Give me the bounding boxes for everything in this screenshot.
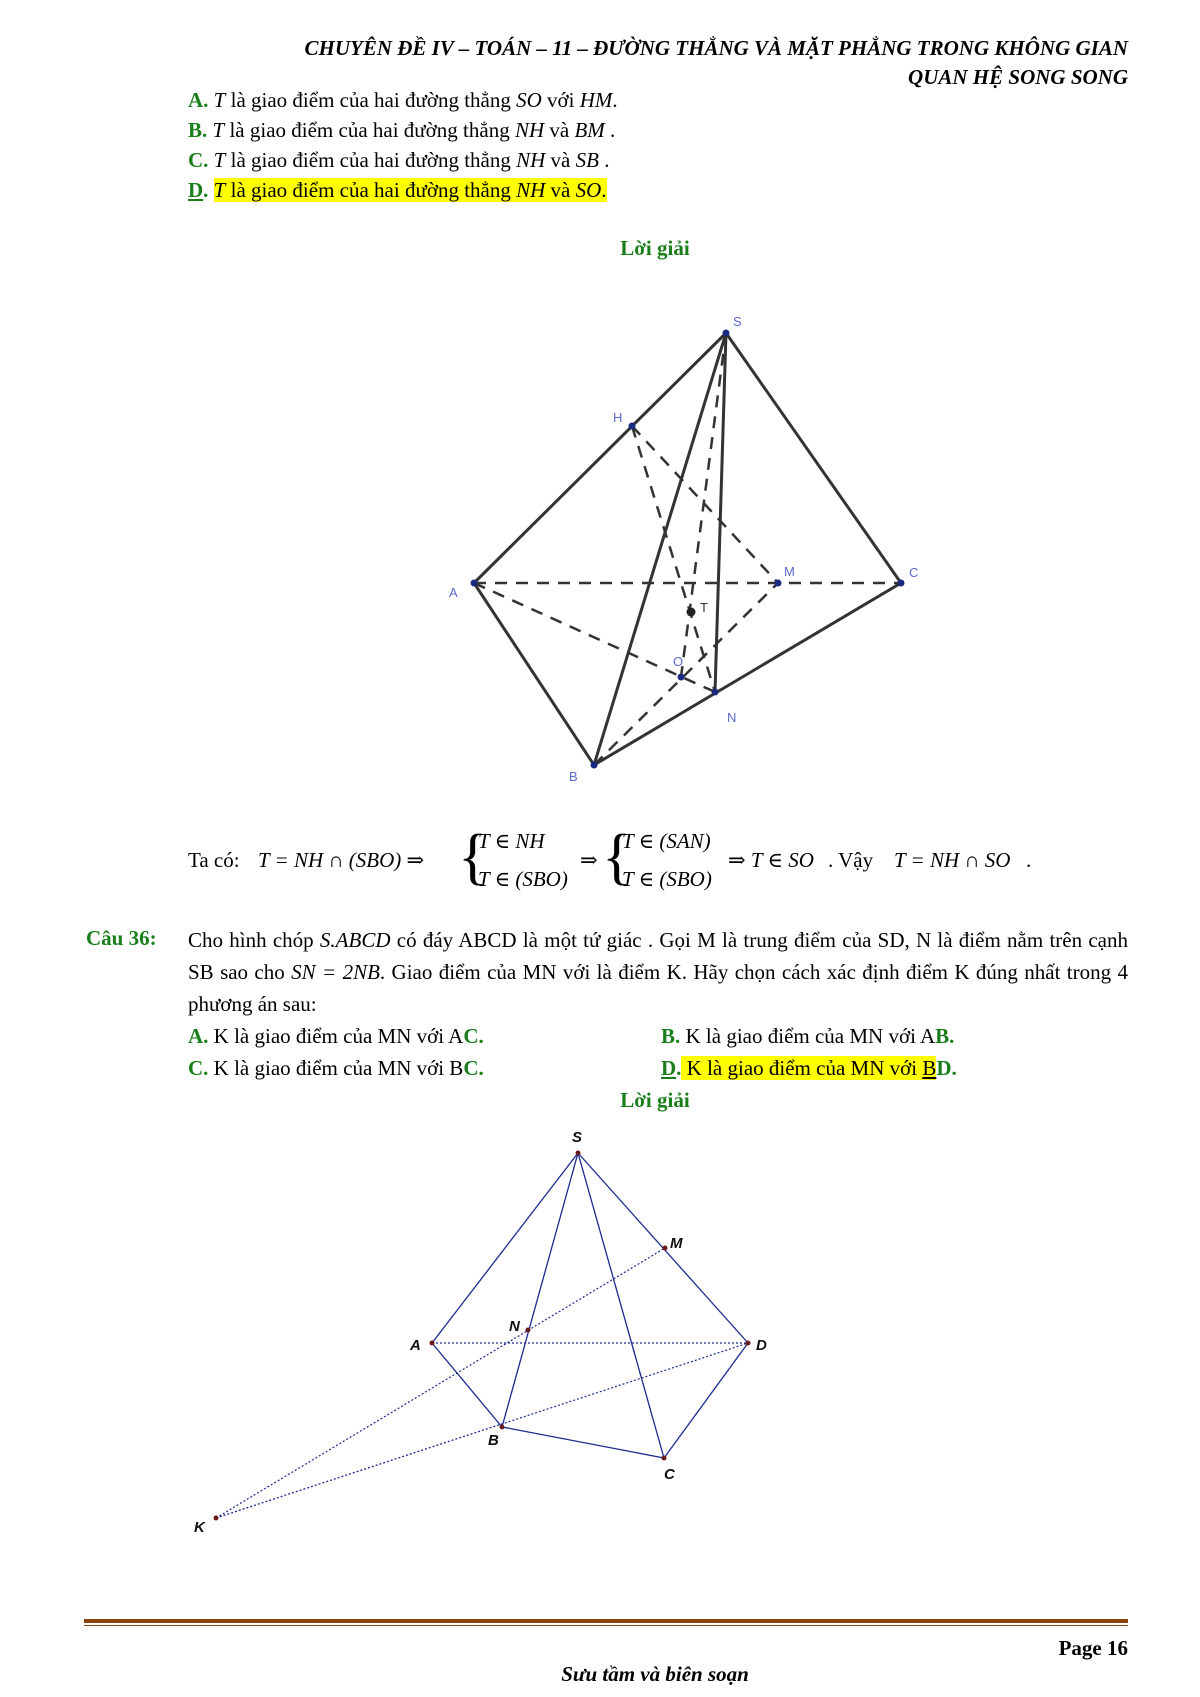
edge-SB — [502, 1153, 578, 1427]
edge-BC — [502, 1427, 664, 1458]
label-M: M — [784, 564, 795, 579]
q35-reasoning — [188, 823, 1088, 918]
option-letter: B. — [661, 1024, 681, 1048]
option-var: T — [213, 178, 226, 202]
label-S: S — [572, 1129, 583, 1146]
label-A: A — [410, 1337, 421, 1354]
point-B — [591, 762, 598, 769]
label-C: C — [909, 565, 919, 580]
point-B — [500, 1425, 505, 1430]
option-text: là giao điểm của hai đường thẳng — [225, 178, 517, 202]
option-letter: D — [661, 1056, 677, 1080]
point-N — [526, 1328, 531, 1333]
option-line2: BM — [574, 118, 605, 142]
option-line2: SO — [575, 178, 602, 202]
dashed-HM — [632, 426, 778, 583]
option-line1: NH — [514, 118, 545, 142]
header-subtitle: QUAN HỆ SONG SONG — [908, 65, 1128, 89]
point-T — [687, 608, 696, 617]
point-C — [662, 1456, 667, 1461]
page-number: Page 16 — [1058, 1636, 1128, 1660]
footer-divider-thick — [84, 1619, 1128, 1623]
correct-answer-highlight — [681, 1056, 936, 1080]
edge-CD — [664, 1343, 748, 1458]
reasoning-expr1: T = NH ∩ (SBO) ⇒ — [258, 848, 425, 872]
q35-solution-title: Lời giải — [620, 236, 690, 260]
q36-question-text — [188, 924, 1128, 1020]
option-var: T — [212, 118, 225, 142]
point-N — [712, 689, 719, 696]
label-N: N — [727, 710, 737, 725]
label-K: K — [194, 1519, 205, 1536]
point-M — [775, 580, 782, 587]
option-conj: và — [545, 148, 576, 172]
point-A — [471, 580, 478, 587]
option-line2: SB — [575, 148, 599, 172]
edge-SC — [578, 1153, 664, 1458]
option-end: . — [598, 148, 610, 172]
edge-SA — [432, 1153, 578, 1343]
q36-option-a — [188, 1022, 484, 1050]
option-line1: SO — [516, 88, 542, 112]
option-var: T — [213, 88, 226, 112]
option-conj: và — [544, 118, 575, 142]
option-line1: NH — [516, 148, 546, 172]
q36-label: Câu 36: — [86, 926, 157, 950]
system1-top: T ∈ NH — [478, 829, 545, 853]
option-tail: C. — [463, 1056, 484, 1080]
option-end: . — [601, 178, 607, 202]
reasoning-conclude: . Vậy — [828, 848, 874, 872]
option-letter: D — [188, 178, 204, 202]
option-text: K là giao điểm của MN với A — [680, 1024, 936, 1048]
edge-SC — [726, 333, 901, 583]
q36-text-2: có đáy ABCD là một tứ giác . Gọi M là trung điểm của SD, N là điểm nằm trên cạnh SB sao cho — [188, 928, 1128, 984]
option-tail: B. — [935, 1024, 955, 1048]
option-conj: và — [545, 178, 576, 202]
q36-option-d — [661, 1054, 957, 1082]
option-line1: NH — [516, 178, 546, 202]
q35-pyramid-figure — [0, 0, 1200, 800]
label-D: D — [756, 1337, 767, 1354]
option-letter: C. — [188, 148, 209, 172]
point-O — [678, 674, 685, 681]
option-letter: B. — [188, 118, 208, 142]
label-N: N — [509, 1318, 520, 1335]
label-O: O — [673, 654, 684, 669]
option-letter: C. — [188, 1056, 209, 1080]
footer-divider-thin — [84, 1625, 1128, 1626]
option-end: . — [604, 118, 616, 142]
point-C — [898, 580, 905, 587]
dotted-KM — [216, 1248, 665, 1518]
label-H: H — [613, 410, 623, 425]
label-S: S — [733, 314, 742, 329]
option-text: K là giao điểm của MN với A — [208, 1024, 464, 1048]
edge-AB — [432, 1343, 502, 1427]
point-S — [723, 330, 730, 337]
q36-solution-title: Lời giải — [620, 1088, 690, 1112]
label-T: T — [700, 600, 708, 615]
point-M — [663, 1246, 668, 1251]
option-end: . — [612, 88, 618, 112]
option-letter: A. — [188, 1024, 209, 1048]
system2-brace: { — [602, 823, 632, 891]
label-B: B — [569, 769, 578, 784]
system2-top: T ∈ (SAN) — [622, 829, 711, 853]
q36-option-b — [661, 1022, 954, 1050]
q36-text-1: Cho hình chóp — [188, 928, 320, 952]
reasoning-expr2: ⇒ T ∈ SO — [728, 848, 814, 872]
reasoning-lead: Ta có: — [188, 848, 240, 872]
reasoning-end: . — [1026, 848, 1032, 872]
system1-bottom: T ∈ (SBO) — [478, 867, 568, 891]
option-text: K là giao điểm của MN với B — [208, 1056, 464, 1080]
option-conj: với — [541, 88, 580, 112]
label-C: C — [664, 1466, 675, 1483]
label-A: A — [449, 585, 458, 600]
option-underlined: B — [922, 1056, 937, 1080]
q36-pyramid-figure — [0, 1100, 1200, 1560]
point-K — [214, 1516, 219, 1521]
option-letter-dot: . — [203, 178, 209, 202]
option-letter-dot: . — [676, 1056, 682, 1080]
reasoning-arrow: ⇒ — [580, 848, 598, 872]
option-letter: A. — [188, 88, 209, 112]
option-text: là giao điểm của hai đường thẳng — [225, 148, 517, 172]
option-text: là giao điểm của hai đường thẳng — [224, 118, 515, 142]
option-text: K là giao điểm của MN với — [681, 1056, 923, 1080]
system1-brace: { — [458, 823, 488, 891]
dashed-HN — [632, 426, 715, 692]
reasoning-expr3: T = NH ∩ SO — [894, 848, 1011, 872]
point-S — [576, 1151, 581, 1156]
q36-math-2: SN = 2NB — [291, 960, 380, 984]
option-text: là giao điểm của hai đường thẳng — [225, 88, 517, 112]
option-tail: D. — [936, 1056, 957, 1080]
q36-text-3: . Giao điểm của MN với là điểm K. Hãy chọn cách xác định điểm K đúng nhất trong 4 phương án sau: — [188, 960, 1129, 1016]
q36-option-c — [188, 1054, 484, 1082]
option-line2: HM — [579, 88, 613, 112]
dotted-KD — [216, 1343, 748, 1518]
footer-credit: Sưu tầm và biên soạn — [561, 1662, 749, 1686]
option-var: T — [213, 148, 226, 172]
point-H — [629, 423, 636, 430]
option-tail: C. — [463, 1024, 484, 1048]
system2-bottom: T ∈ (SBO) — [622, 867, 712, 891]
label-B: B — [488, 1432, 499, 1449]
point-A — [430, 1341, 435, 1346]
header-title: CHUYÊN ĐỀ IV – TOÁN – 11 – ĐƯỜNG THẲNG VÀ MẶT PHẲNG TRONG KHÔNG GIAN — [304, 36, 1128, 60]
point-D — [746, 1341, 751, 1346]
label-M: M — [670, 1235, 683, 1252]
q36-math-1: S.ABCD — [319, 928, 391, 952]
